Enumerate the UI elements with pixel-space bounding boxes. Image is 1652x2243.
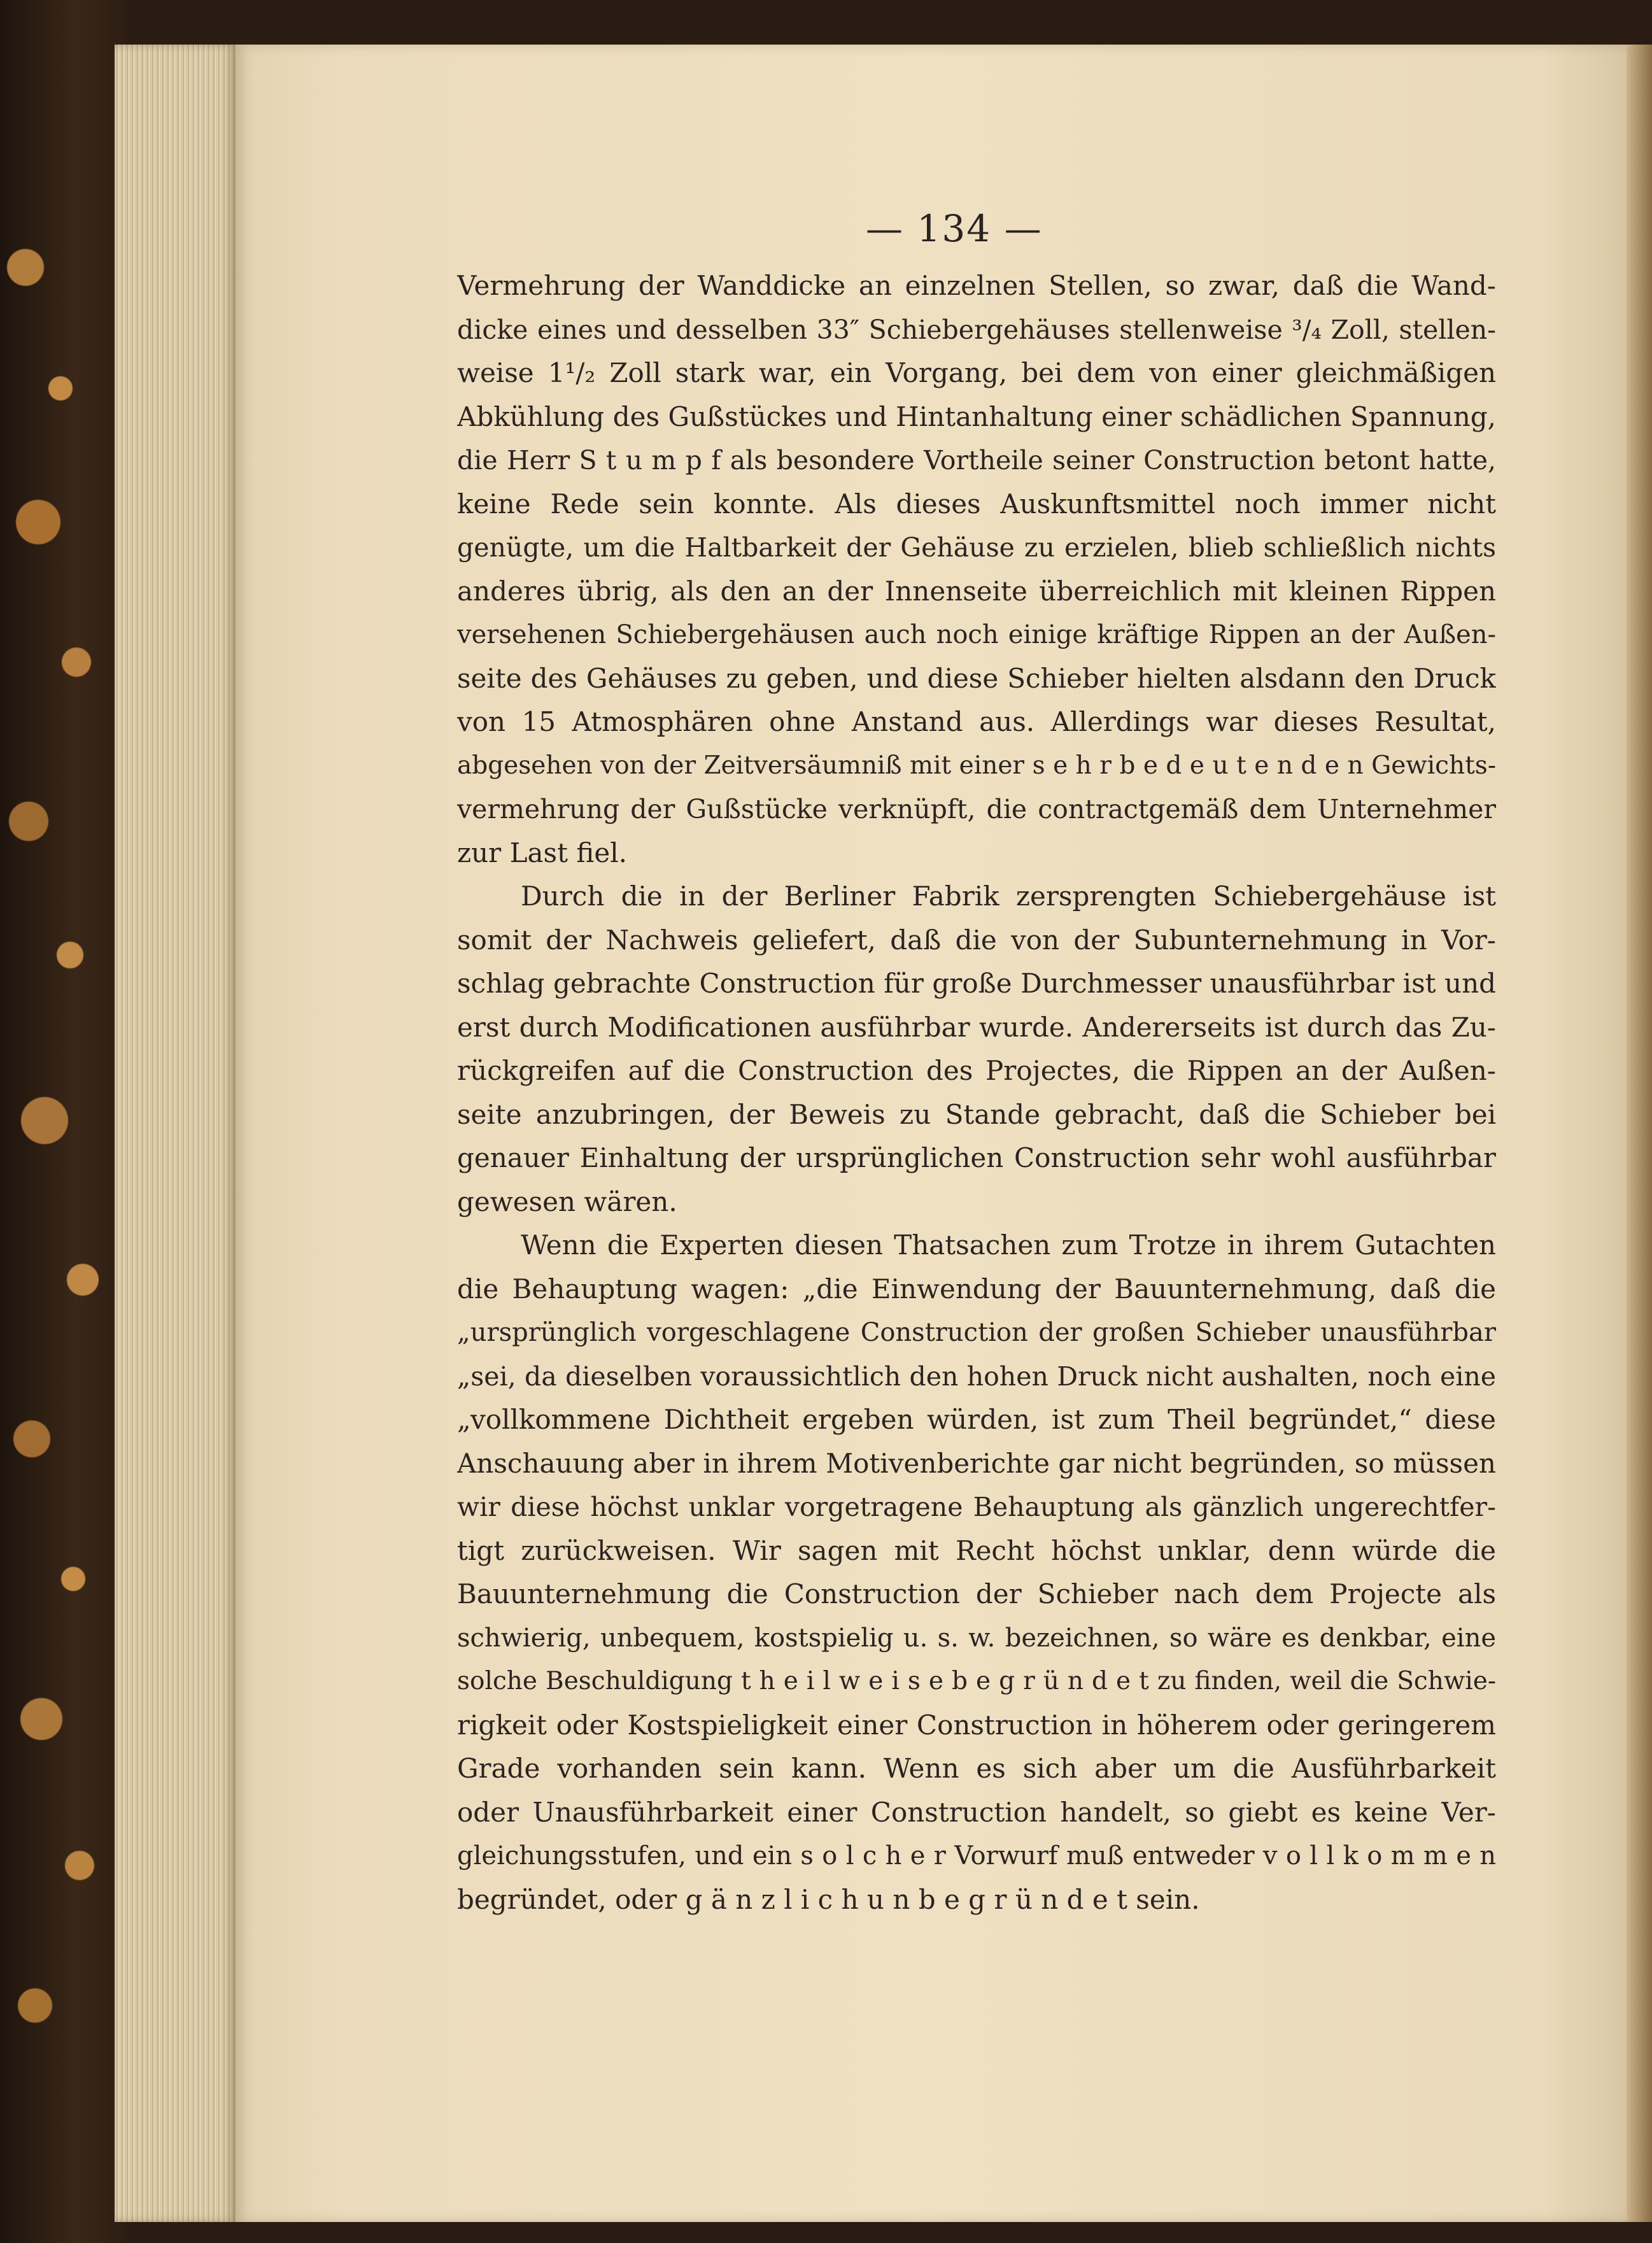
text-line: zur Last fiel.	[457, 837, 627, 868]
text-line: anderes übrig, als den an der Innenseite überreichlich mit kleinen Rippen	[457, 575, 1496, 607]
text-line: schlag gebrachte Construction für große Durchmesser unausführbar ist und	[457, 968, 1496, 999]
text-line: seite anzubringen, der Beweis zu Stande gebracht, daß die Schieber bei	[457, 1098, 1496, 1130]
text-line: Durch die in der Berliner Fabrik zersprengten Schiebergehäuse ist	[521, 881, 1496, 912]
text-line: solche Beschuldigung t h e i l w e i s e b e g r ü n d e t zu finden, weil die Schwie-	[457, 1667, 1496, 1695]
next-page-edge	[1627, 45, 1652, 2222]
text-line: tigt zurückweisen. Wir sagen mit Recht höchst unklar, denn würde die	[457, 1534, 1496, 1566]
text-line: genügte, um die Haltbarkeit der Gehäuse zu erzielen, blieb schließlich nichts	[457, 532, 1496, 563]
text-line: keine Rede sein konnte. Als dieses Auskunftsmittel noch immer nicht	[457, 488, 1496, 520]
text-line: Grade vorhanden sein kann. Wenn es sich aber um die Ausführbarkeit	[457, 1753, 1496, 1784]
text-line: „vollkommene Dichtheit ergeben würden, ist zum Theil begründet,“ diese	[457, 1404, 1496, 1435]
text-line: von 15 Atmosphären ohne Anstand aus. Allerdings war dieses Resultat,	[457, 706, 1496, 737]
text-line: genauer Einhaltung der ursprünglichen Construction sehr wohl ausführbar	[457, 1142, 1496, 1173]
text-line: „ursprünglich vorgeschlagene Construction der großen Schieber unausführbar	[457, 1318, 1496, 1347]
text-line: abgesehen von der Zeitversäumniß mit einer s e h r b e d e u t e n d e n Gewichts-	[457, 751, 1496, 780]
text-line: erst durch Modificationen ausführbar wurde. Andererseits ist durch das Zu-	[457, 1011, 1496, 1043]
text-line: begründet, oder g ä n z l i c h u n b e g r ü n d e t sein.	[457, 1883, 1200, 1915]
text-line: rigkeit oder Kostspieligkeit einer Construction in höherem oder geringerem	[457, 1709, 1496, 1741]
text-line: seite des Gehäuses zu geben, und diese Schieber hielten alsdann den Druck	[457, 662, 1496, 694]
text-line: versehenen Schiebergehäusen auch noch einige kräftige Rippen an der Außen-	[457, 620, 1496, 649]
text-line: die Behauptung wagen: „die Einwendung der Bauunternehmung, daß die	[457, 1273, 1496, 1305]
text-line: somit der Nachweis geliefert, daß die von der Subunternehmung in Vor-	[457, 924, 1496, 956]
text-line: Bauunternehmung die Construction der Schieber nach dem Projecte als	[457, 1578, 1496, 1610]
page-stack-edge	[115, 45, 236, 2222]
text-line: weise 1¹/₂ Zoll stark war, ein Vorgang, bei dem von einer gleichmäßigen	[457, 357, 1496, 388]
book-cover-edge	[0, 0, 127, 2243]
text-line: Vermehrung der Wanddicke an einzelnen Stellen, so zwar, daß die Wand-	[457, 270, 1496, 301]
text-line: rückgreifen auf die Construction des Projectes, die Rippen an der Außen-	[457, 1055, 1496, 1086]
text-line: die Herr S t u m p f als besondere Vortheile seiner Construction betont hatte,	[457, 445, 1496, 476]
text-line: gleichungsstufen, und ein s o l c h e r Vorwurf muß entweder v o l l k o m m e n	[457, 1841, 1496, 1871]
text-line: wir diese höchst unklar vorgetragene Behauptung als gänzlich ungerechtfer-	[457, 1492, 1496, 1522]
text-line: Wenn die Experten diesen Thatsachen zum Trotze in ihrem Gutachten	[521, 1229, 1496, 1261]
text-line: oder Unausführbarkeit einer Construction handelt, so giebt es keine Ver-	[457, 1796, 1496, 1828]
text-line: vermehrung der Gußstücke verknüpft, die contractgemäß dem Unternehmer	[457, 794, 1496, 824]
text-line: schwierig, unbequem, kostspielig u. s. w. bezeichnen, so wäre es denkbar, eine	[457, 1623, 1496, 1653]
page-number: — 134 —	[866, 207, 1043, 250]
body-text	[457, 264, 1496, 1921]
text-line: gewesen wären.	[457, 1185, 677, 1217]
text-line: Anschauung aber in ihrem Motivenberichte gar nicht begründen, so müssen	[457, 1447, 1496, 1479]
text-line: dicke eines und desselben 33″ Schiebergehäuses stellenweise ³/₄ Zoll, stellen-	[457, 314, 1496, 345]
text-line: „sei, da dieselben voraussichtlich den hohen Druck nicht aushalten, noch eine	[457, 1361, 1496, 1392]
text-line: Abkühlung des Gußstückes und Hintanhaltung einer schädlichen Spannung,	[457, 400, 1496, 432]
